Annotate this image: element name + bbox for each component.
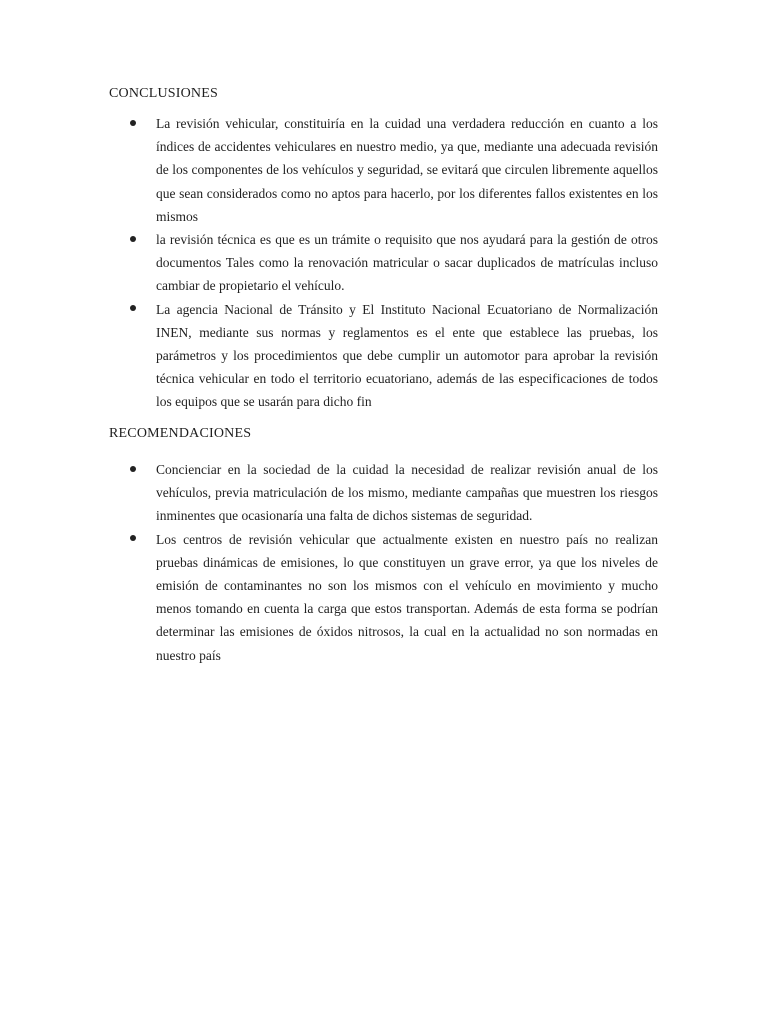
list-item-text: La agencia Nacional de Tránsito y El Instituto Nacional Ecuatoriano de Normalización INEN, mediante sus normas y reglamentos es el ente que establece las pruebas, los parámetros y los procedimientos que debe cumplir un automotor para aprobar la revisión técnica vehicular en todo el territorio ecuatoriano, además de las especificaciones de todos los equipos que se usarán para dicho fin bbox=[156, 301, 658, 410]
bullet-icon bbox=[130, 466, 136, 472]
list-item-text: Los centros de revisión vehicular que actualmente existen en nuestro país no realizan pruebas dinámicas de emisiones, lo que constituyen un grave error, ya que los niveles de emisión de contaminantes no son los mismos con el vehículo en movimiento y mucho menos tomando en cuenta la carga que estos transportan. Además de esta forma se podrían determinar las emisiones de óxidos nitrosos, la cual en la actualidad no son normadas en nuestro país bbox=[156, 531, 658, 663]
bullet-icon bbox=[130, 236, 136, 242]
list-item bbox=[128, 228, 658, 298]
recomendaciones-list bbox=[128, 458, 658, 667]
section-title-recomendaciones: RECOMENDACIONES bbox=[109, 426, 252, 441]
list-item bbox=[128, 528, 658, 667]
bullet-icon bbox=[130, 305, 136, 311]
list-item-text: Concienciar en la sociedad de la cuidad la necesidad de realizar revisión anual de los vehículos, previa matriculación de los mismo, mediante campañas que muestren los riesgos inminentes que ocasionaría una falta de dichos sistemas de seguridad. bbox=[156, 462, 658, 524]
conclusiones-list bbox=[128, 112, 658, 414]
list-item bbox=[128, 112, 658, 228]
bullet-icon bbox=[130, 120, 136, 126]
list-item-text: la revisión técnica es que es un trámite o requisito que nos ayudará para la gestión de otros documentos Tales como la renovación matricular o sacar duplicados de matrículas incluso cambiar de propietario el vehículo. bbox=[156, 232, 658, 294]
list-item bbox=[128, 298, 658, 414]
list-item bbox=[128, 458, 658, 528]
list-item-text: La revisión vehicular, constituiría en la cuidad una verdadera reducción en cuanto a los índices de accidentes vehiculares en nuestro medio, ya que, mediante una adecuada revisión de los componentes de los vehículos y seguridad, se evitará que circulen libremente aquellos que sean considerados como no aptos para hacerlo, por los diferentes fallos existentes en los mismos bbox=[156, 116, 658, 224]
bullet-icon bbox=[130, 535, 136, 541]
section-title-conclusiones: CONCLUSIONES bbox=[109, 86, 218, 101]
